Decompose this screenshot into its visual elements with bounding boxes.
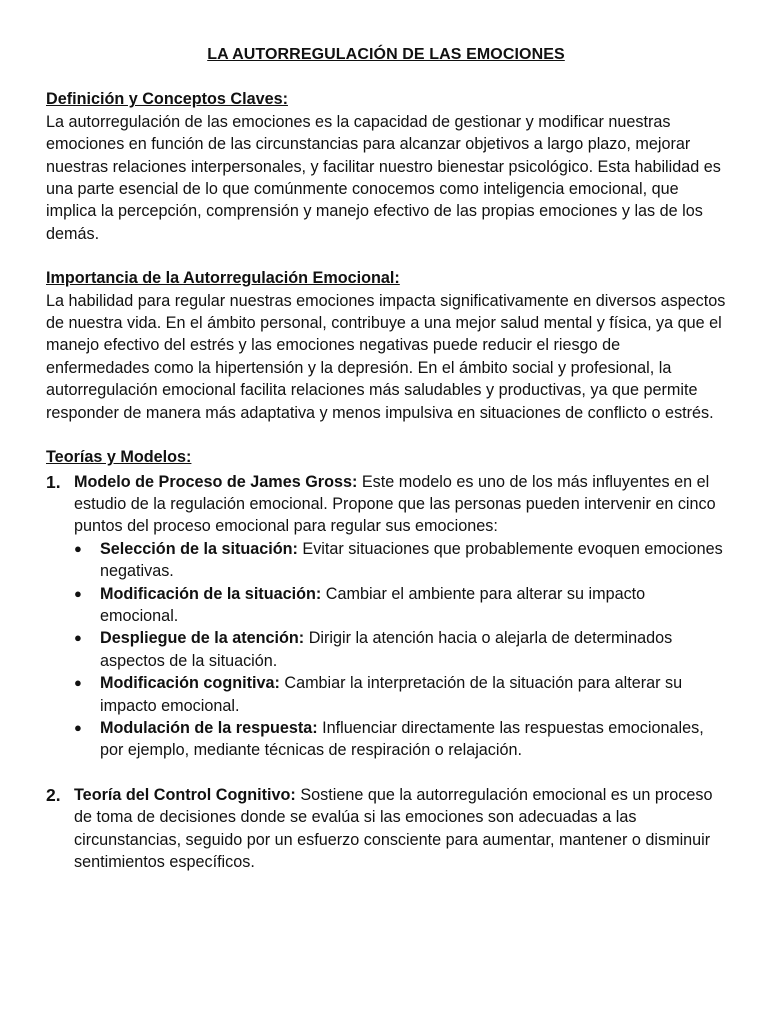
list-item xyxy=(74,672,726,717)
bullet-text: Cambiar el ambiente para alterar su impacto emocional. xyxy=(100,584,646,625)
theory-item-gross xyxy=(46,471,726,762)
bullet-text: Evitar situaciones que probablemente evoquen emociones negativas. xyxy=(100,539,723,581)
bullet-lead: Selección de la situación: xyxy=(100,539,298,558)
theory-body xyxy=(74,471,726,538)
bullet-text: Dirigir la atención hacia o alejarla de determinados aspectos de la situación. xyxy=(100,629,673,670)
section-heading-theories: Teorías y Modelos: xyxy=(46,448,192,467)
theory-lead: Teoría del Control Cognitivo: xyxy=(74,785,296,804)
section-heading-definition: Definición y Conceptos Claves: xyxy=(46,90,288,109)
section-importance xyxy=(46,267,726,424)
theory-body xyxy=(74,784,726,874)
document-title: LA AUTORREGULACIÓN DE LAS EMOCIONES xyxy=(207,46,565,63)
section-definition xyxy=(46,88,726,245)
theories-list xyxy=(46,471,726,874)
section-heading-importance: Importancia de la Autorregulación Emocional: xyxy=(46,269,400,288)
bullet-text: Influenciar directamente las respuestas emocionales, por ejemplo, mediante técnicas de respiración o relajación. xyxy=(100,718,704,760)
theory-number: 1. xyxy=(46,471,61,492)
bullet-lead: Modificación cognitiva: xyxy=(100,674,280,693)
theory-item-cognitive-control xyxy=(46,784,726,874)
theory-text: Sostiene que la autorregulación emocional es un proceso de toma de decisiones donde se evalúa si las emociones son adecuadas a las circunstancias, seguido por un esfuerzo consciente para aumentar, mantener o disminuir sentimientos específicos. xyxy=(74,785,713,871)
bullet-icon: ● xyxy=(74,630,82,646)
list-item xyxy=(74,627,726,672)
list-item xyxy=(74,583,726,628)
bullet-text: Cambiar la interpretación de la situación para alterar su impacto emocional. xyxy=(100,674,683,715)
list-item xyxy=(74,717,726,762)
document-page xyxy=(46,44,726,873)
gross-points-list xyxy=(74,538,726,762)
theory-number: 2. xyxy=(46,784,61,805)
bullet-lead: Modificación de la situación: xyxy=(100,584,322,603)
section-theories xyxy=(46,446,726,873)
theory-lead: Modelo de Proceso de James Gross: xyxy=(74,472,358,491)
theory-text: Este modelo es uno de los más influyentes en el estudio de la regulación emocional. Propone que las personas pueden intervenir en cinco puntos del proceso emocional para regular sus emociones: xyxy=(74,472,716,536)
bullet-icon: ● xyxy=(74,540,82,556)
bullet-icon: ● xyxy=(74,675,82,691)
bullet-icon: ● xyxy=(74,585,82,601)
bullet-icon: ● xyxy=(74,719,82,735)
list-item xyxy=(74,538,726,583)
section-text-definition: La autorregulación de las emociones es la capacidad de gestionar y modificar nuestras emociones en función de las circunstancias para alcanzar objetivos a largo plazo, mejorar nuestras relaciones interpersonales, y facilitar nuestro bienestar psicológico. Esta habilidad es una parte esencial de lo que comúnmente conocemos como inteligencia emocional, que implica la percepción, comprensión y manejo efectivo de las propias emociones y las de los demás. xyxy=(46,112,721,243)
bullet-lead: Modulación de la respuesta: xyxy=(100,718,318,737)
section-text-importance: La habilidad para regular nuestras emociones impacta significativamente en diversos aspectos de nuestra vida. En el ámbito personal, contribuye a una mejor salud mental y física, ya que el manejo efectivo del estrés y las emociones negativas puede reducir el riesgo de enfermedades como la hipertensión y la depresión. En el ámbito social y profesional, la autorregulación emocional facilita relaciones más saludables y productivas, ya que permite responder de manera más adaptativa y menos impulsiva en situaciones de conflicto o estrés. xyxy=(46,291,726,422)
bullet-lead: Despliegue de la atención: xyxy=(100,629,305,648)
